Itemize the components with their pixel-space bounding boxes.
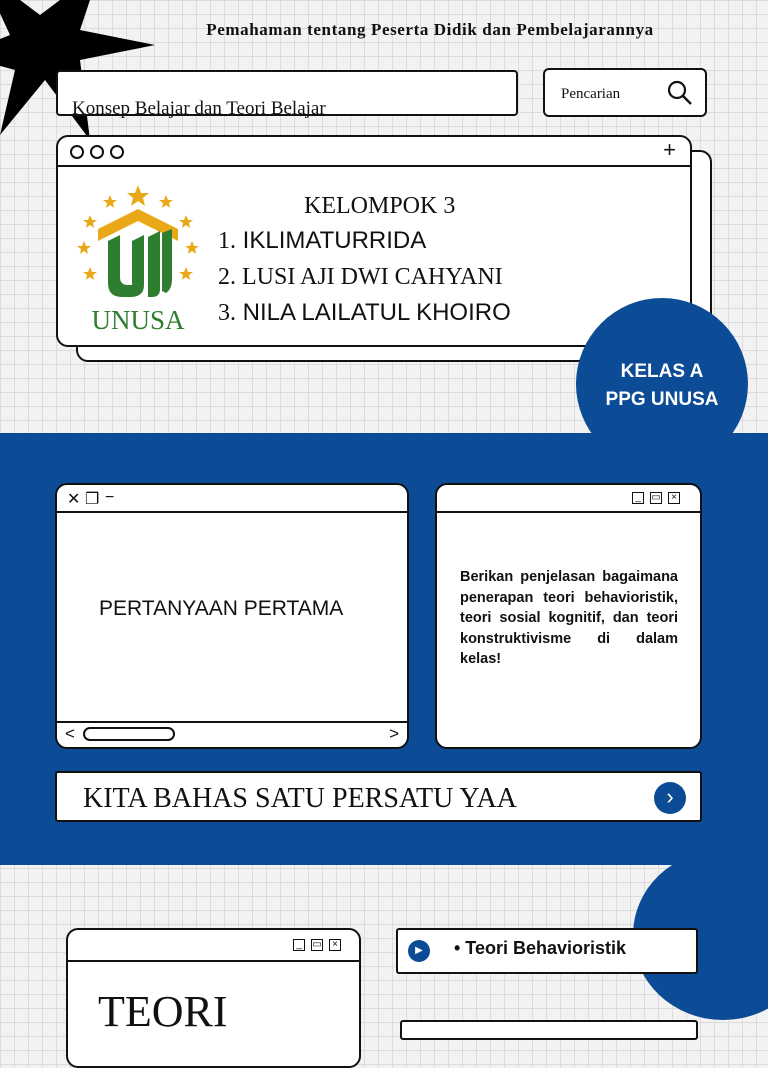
class-badge: KELAS A PPG UNUSA [576,298,748,470]
next-button[interactable]: › [654,782,686,814]
close-icon[interactable]: × [668,492,680,504]
prompt-window [435,483,702,749]
member-name: NILA LAILATUL KHOIRO [242,299,511,326]
maximize-icon[interactable]: ▭ [651,492,661,503]
unusa-logo [76,179,206,339]
search-icon[interactable] [667,80,693,106]
close-icon[interactable]: ✕ [67,491,81,508]
add-icon[interactable]: + [663,137,676,162]
scroll-thumb[interactable] [83,727,175,741]
minimize-icon[interactable]: − [105,489,115,506]
scroll-left-icon[interactable]: < [65,724,75,743]
window-titlebar [58,137,690,167]
document-title: Pemahaman tentang Peserta Didik dan Pembelajarannya [206,20,654,39]
member-item: 2. LUSI AJI DWI CAHYANI [218,264,503,290]
prompt-text: Berikan penjelasan bagaimana penerapan teori behavioristik, teori sosial kognitif, dan teori konstruktivisme di dalam kelas! [460,569,678,667]
member-item: 3. NILA LAILATUL KHOIRO [218,299,511,326]
member-name: LUSI AJI DWI CAHYANI [242,264,503,290]
search-field[interactable] [543,68,707,117]
close-icon[interactable]: × [329,939,341,951]
window-titlebar [57,485,407,513]
minimize-icon[interactable]: _ [293,939,305,951]
window-dot-icon[interactable] [110,145,124,159]
restore-icon[interactable]: ❐ [85,491,100,508]
cta-label: KITA BAHAS SATU PERSATU YAA [83,783,517,814]
group-heading: KELOMPOK 3 [304,193,456,219]
group-window [56,135,692,347]
member-name: IKLIMATURRIDA [242,227,427,254]
list-item[interactable] [396,928,698,974]
list-item-label: • Teori Behavioristik [454,938,627,958]
question-window [55,483,409,749]
theory-title: TEORI [98,987,228,1036]
topic-text: Konsep Belajar dan Teori Belajar [72,98,326,119]
question-title: PERTANYAAN PERTAMA [99,597,344,620]
minimize-icon[interactable]: _ [632,492,644,504]
play-icon[interactable]: ▶ [408,940,430,962]
list-item[interactable] [400,1020,698,1040]
blue-section [0,433,768,865]
search-placeholder: Pencarian [561,86,621,102]
window-dot-icon[interactable] [90,145,104,159]
window-titlebar [437,485,700,513]
topic-bar [56,70,518,119]
horizontal-scrollbar[interactable] [57,721,407,747]
maximize-icon[interactable]: ▭ [312,939,322,950]
svg-text:UNUSA: UNUSA [91,305,185,335]
theory-window [66,928,361,1068]
member-item: 1. IKLIMATURRIDA [218,227,427,254]
scroll-right-icon[interactable]: > [389,724,399,743]
cta-bar[interactable] [55,771,702,822]
window-dot-icon[interactable] [70,145,84,159]
window-titlebar [68,930,359,962]
